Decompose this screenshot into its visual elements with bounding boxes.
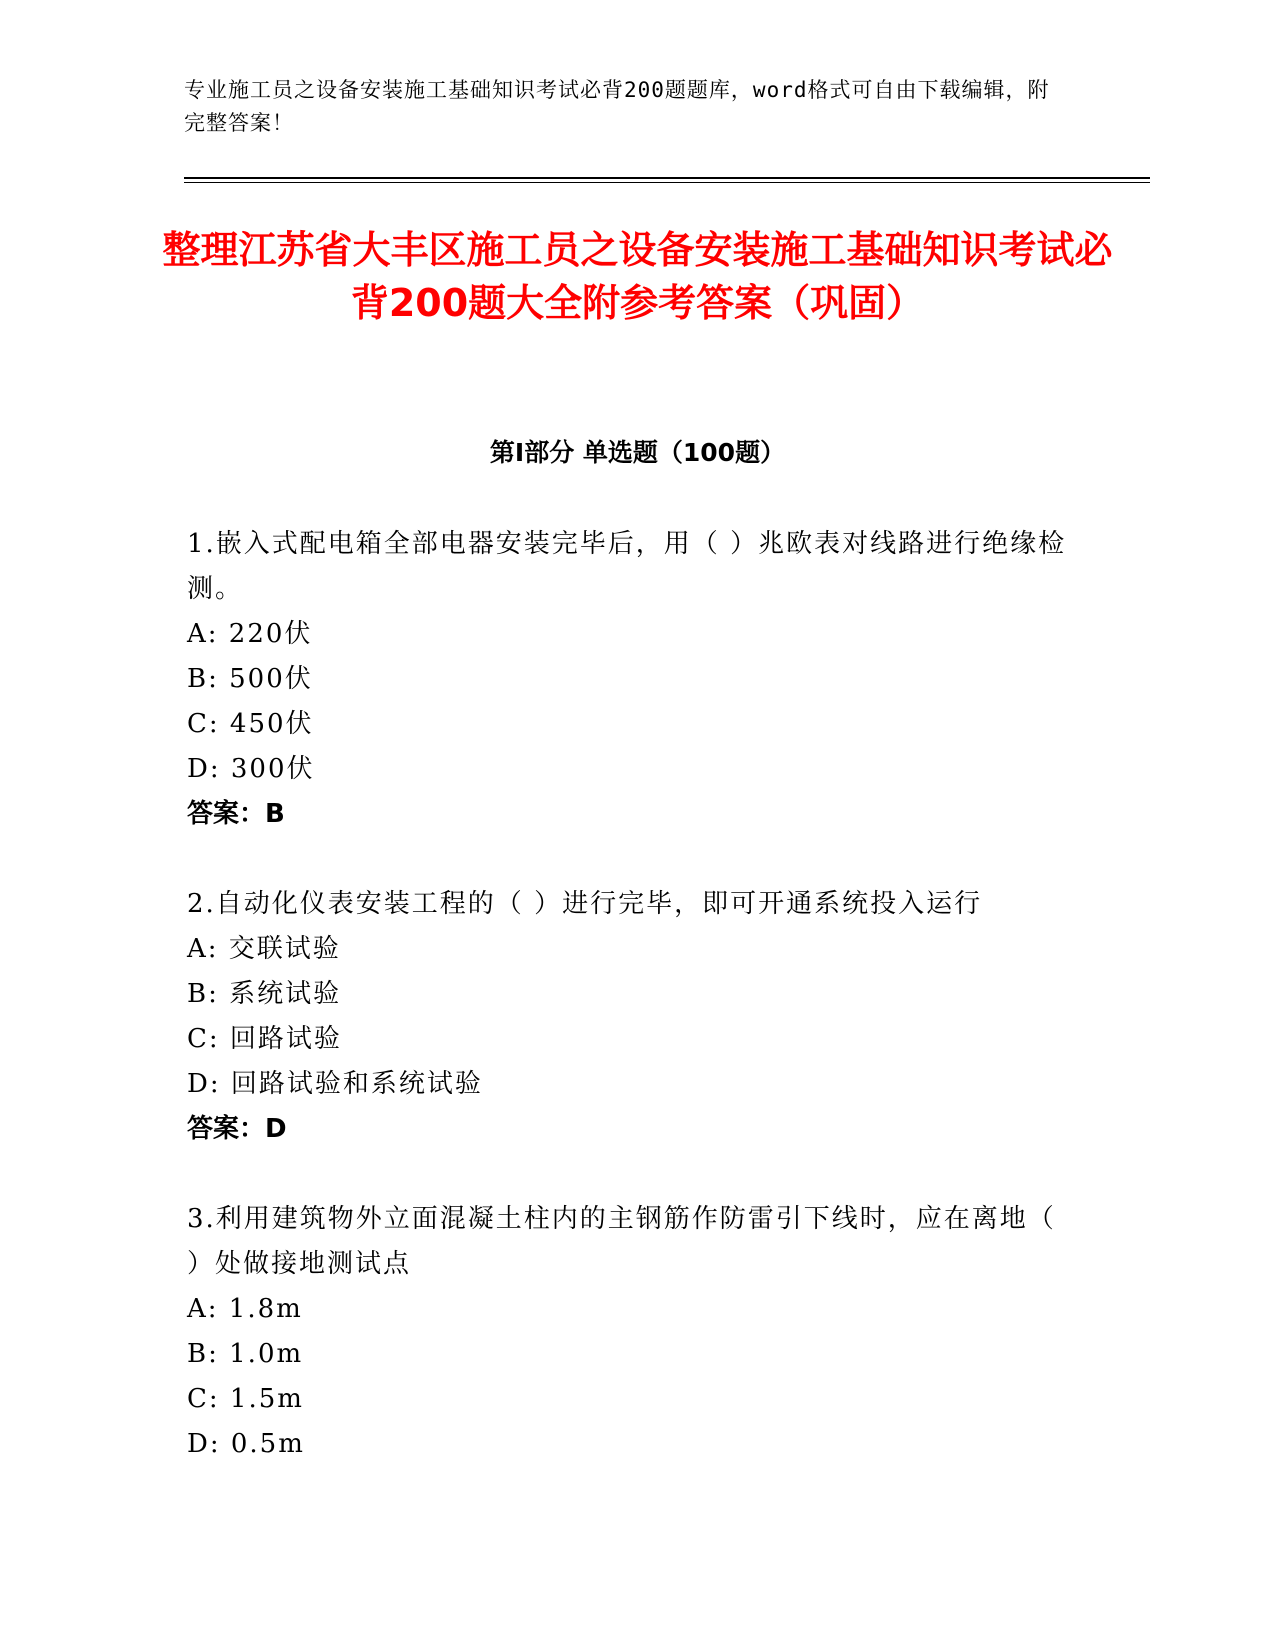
- question-3: [187, 1197, 1067, 1467]
- option-b: B: 1.0m: [187, 1339, 304, 1369]
- option-a: A: 交联试验: [187, 934, 341, 964]
- option-d: D: 300伏: [187, 754, 315, 784]
- question-1: [187, 522, 1067, 837]
- document-title: 整理江苏省大丰区施工员之设备安装施工基础知识考试必背200题大全附参考答案（巩固）: [162, 228, 1113, 325]
- option-a: A: 1.8m: [187, 1294, 303, 1324]
- option-c: C: 1.5m: [187, 1384, 304, 1414]
- header-note: 专业施工员之设备安装施工基础知识考试必背200题题库，word格式可自由下载编辑，附完整答案！: [184, 78, 1050, 135]
- section-title: 第Ⅰ部分 单选题（100题）: [489, 438, 786, 467]
- answer-line: 答案：B: [187, 799, 285, 829]
- option-d: D: 0.5m: [187, 1429, 305, 1459]
- question-spacer: [187, 837, 1067, 882]
- option-d: D: 回路试验和系统试验: [187, 1069, 483, 1099]
- header-divider-thick: [184, 177, 1150, 179]
- question-2: [187, 882, 1067, 1152]
- answer-line: 答案：D: [187, 1114, 287, 1144]
- option-b: B: 500伏: [187, 664, 313, 694]
- question-stem: 3.利用建筑物外立面混凝土柱内的主钢筋作防雷引下线时，应在离地（ ）处做接地测试点: [187, 1204, 1056, 1279]
- option-c: C: 450伏: [187, 709, 314, 739]
- question-list: [187, 522, 1067, 1467]
- option-b: B: 系统试验: [187, 979, 342, 1009]
- question-spacer: [187, 1152, 1067, 1197]
- header-divider-thin: [184, 182, 1150, 183]
- option-a: A: 220伏: [187, 619, 313, 649]
- question-stem: 2.自动化仪表安装工程的（ ）进行完毕，即可开通系统投入运行: [187, 889, 983, 919]
- question-stem: 1.嵌入式配电箱全部电器安装完毕后，用（ ）兆欧表对线路进行绝缘检测。: [187, 529, 1067, 604]
- option-c: C: 回路试验: [187, 1024, 342, 1054]
